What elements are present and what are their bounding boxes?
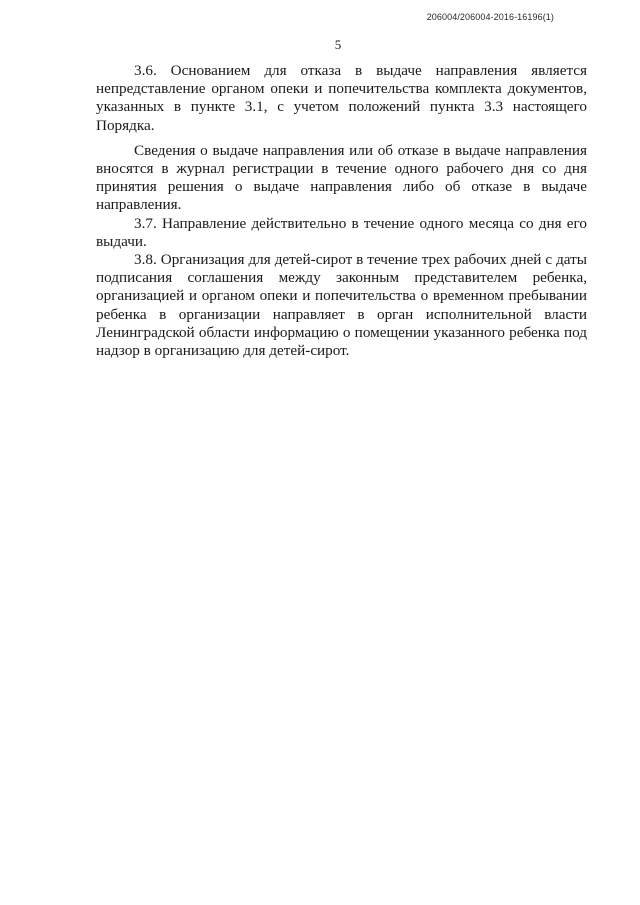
paragraph-registration: Сведения о выдаче направления или об отказе в выдаче направления вносятся в журнал регистрации в течение одного рабочего дня со дня принятия решения о выдаче направления либо об отказе в выдаче направления. <box>96 141 587 214</box>
paragraph-3-6: 3.6. Основанием для отказа в выдаче направления является непредставление органом опеки и попечительства комплекта документов, указанных в пункте 3.1, с учетом положений пункта 3.3 настоящего Порядка. <box>96 62 587 134</box>
paragraph-3-7: 3.7. Направление действительно в течение одного месяца со дня его выдачи. <box>96 214 587 250</box>
document-id: 206004/206004-2016-16196(1) <box>426 12 554 22</box>
paragraph-3-8: 3.8. Организация для детей-сирот в течение трех рабочих дней с даты подписания соглашения между законным представителем ребенка, организацией и органом опеки и попечительства о временном пребывании ребенка в организации направляет в орган исполнительной власти Ленинградской области информацию о помещении указанного ребенка под надзор в организацию для детей-сирот. <box>96 251 587 360</box>
page-number: 5 <box>334 37 342 52</box>
document-body <box>96 62 587 360</box>
